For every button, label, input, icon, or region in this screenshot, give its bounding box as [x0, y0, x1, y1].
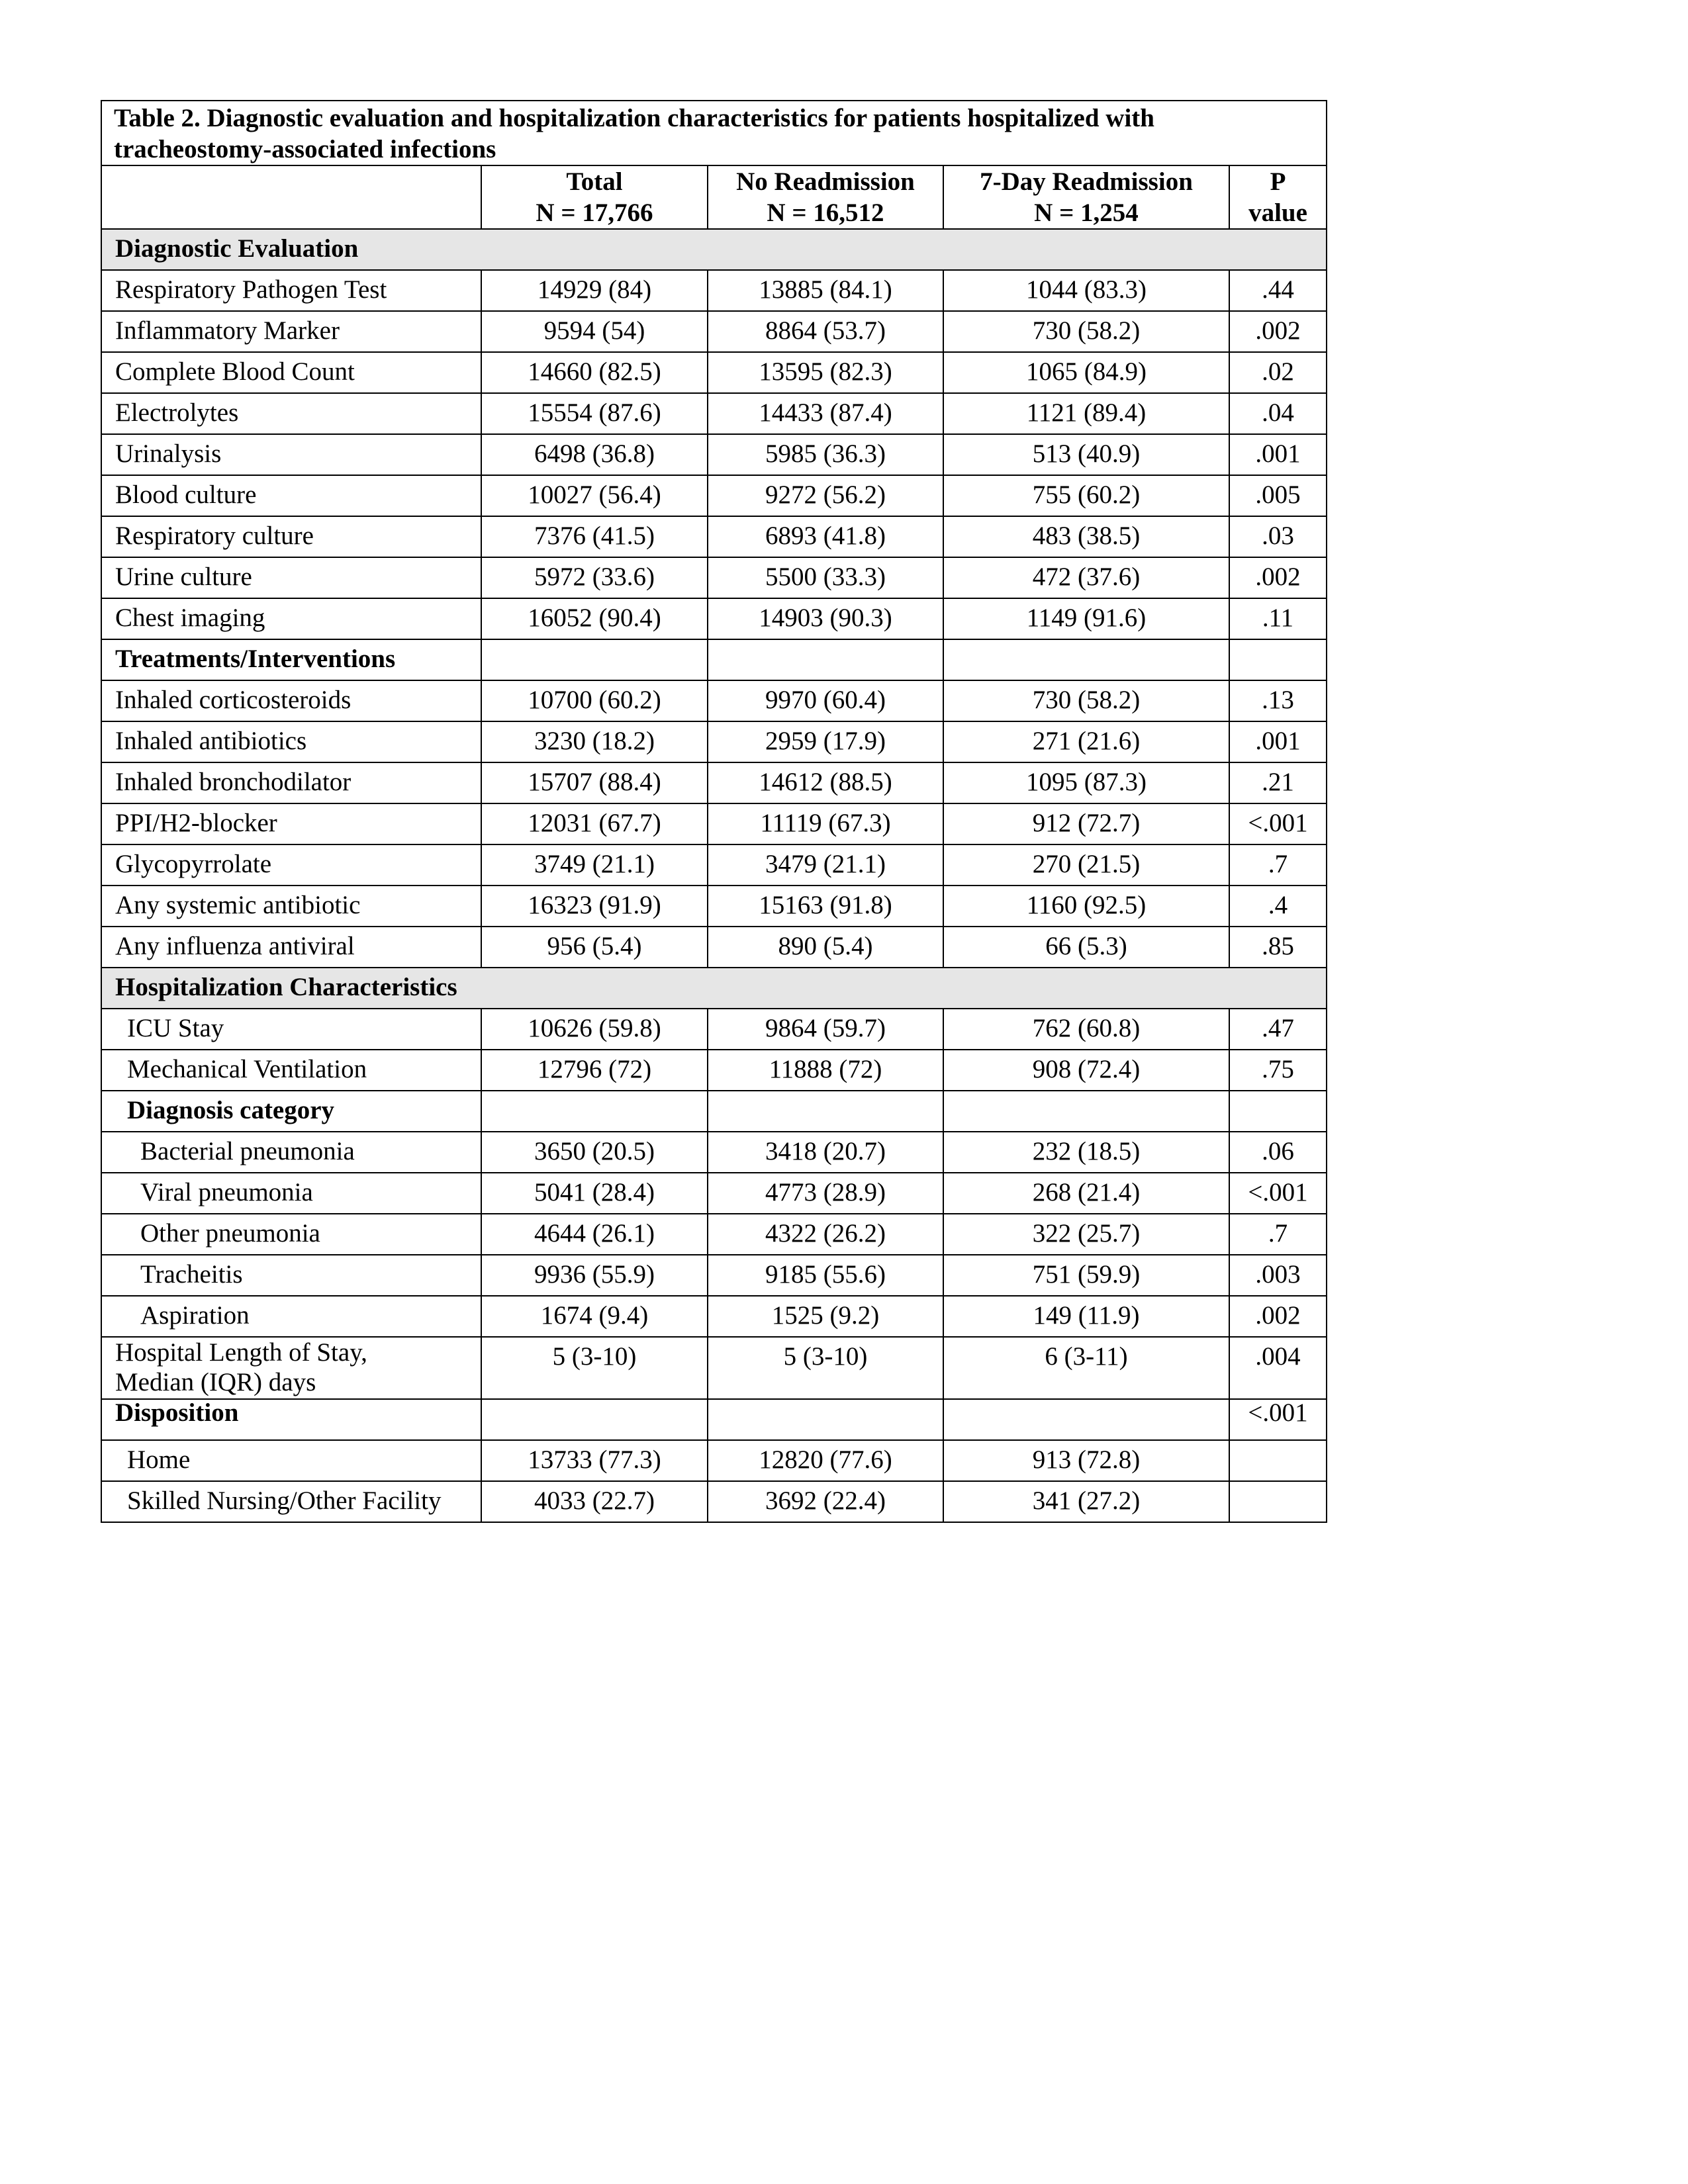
cell-p-value: .04	[1229, 393, 1327, 434]
empty-cell	[481, 1091, 708, 1132]
row-label: Complete Blood Count	[101, 352, 481, 393]
column-header-n: N = 1,254	[1034, 199, 1139, 227]
cell-p-value: <.001	[1229, 1173, 1327, 1214]
cell-no-readmission: 890 (5.4)	[708, 927, 943, 968]
cell-total: 5972 (33.6)	[481, 557, 708, 598]
column-header-label: No Readmission	[736, 167, 915, 196]
cell-p-value: .02	[1229, 352, 1327, 393]
cell-p-value: .75	[1229, 1050, 1327, 1091]
row-label: Electrolytes	[101, 393, 481, 434]
cell-7day-readmission: 270 (21.5)	[943, 844, 1229, 886]
table-row	[101, 1255, 1327, 1296]
cell-total: 956 (5.4)	[481, 927, 708, 968]
row-label	[101, 1337, 481, 1399]
row-label: Inflammatory Marker	[101, 311, 481, 352]
cell-p-value	[1229, 1481, 1327, 1522]
cell-no-readmission: 4773 (28.9)	[708, 1173, 943, 1214]
cell-no-readmission: 9864 (59.7)	[708, 1009, 943, 1050]
cell-7day-readmission: 762 (60.8)	[943, 1009, 1229, 1050]
cell-total: 15554 (87.6)	[481, 393, 708, 434]
column-header-label: P	[1270, 167, 1286, 196]
cell-no-readmission: 3479 (21.1)	[708, 844, 943, 886]
cell-7day-readmission: 1121 (89.4)	[943, 393, 1229, 434]
row-label: Any systemic antibiotic	[101, 886, 481, 927]
empty-cell	[1229, 1091, 1327, 1132]
cell-7day-readmission: 730 (58.2)	[943, 311, 1229, 352]
empty-cell	[708, 1091, 943, 1132]
table-row	[101, 927, 1327, 968]
table-row	[101, 393, 1327, 434]
cell-total: 10027 (56.4)	[481, 475, 708, 516]
cell-p-value: .44	[1229, 270, 1327, 311]
subsection-disposition	[101, 1399, 1327, 1440]
row-label: Inhaled antibiotics	[101, 721, 481, 762]
table-row	[101, 434, 1327, 475]
cell-no-readmission: 12820 (77.6)	[708, 1440, 943, 1481]
empty-cell	[1229, 639, 1327, 680]
cell-total: 14660 (82.5)	[481, 352, 708, 393]
cell-p-value: <.001	[1229, 803, 1327, 844]
cell-7day-readmission: 913 (72.8)	[943, 1440, 1229, 1481]
cell-7day-readmission: 149 (11.9)	[943, 1296, 1229, 1337]
row-label: Bacterial pneumonia	[101, 1132, 481, 1173]
cell-total: 16052 (90.4)	[481, 598, 708, 639]
table-row	[101, 311, 1327, 352]
cell-7day-readmission: 271 (21.6)	[943, 721, 1229, 762]
cell-7day-readmission: 751 (59.9)	[943, 1255, 1229, 1296]
disposition-p-value: .001	[1262, 1399, 1308, 1427]
row-label: Aspiration	[101, 1296, 481, 1337]
cell-7day-readmission: 1065 (84.9)	[943, 352, 1229, 393]
table-header-row	[101, 165, 1327, 229]
cell-no-readmission: 9272 (56.2)	[708, 475, 943, 516]
cell-total: 4033 (22.7)	[481, 1481, 708, 1522]
cell-7day-readmission: 268 (21.4)	[943, 1173, 1229, 1214]
cell-total: 3650 (20.5)	[481, 1132, 708, 1173]
cell-no-readmission: 13885 (84.1)	[708, 270, 943, 311]
cell-no-readmission: 4322 (26.2)	[708, 1214, 943, 1255]
empty-cell	[481, 1399, 708, 1440]
cell-7day-readmission: 1149 (91.6)	[943, 598, 1229, 639]
cell-7day-readmission: 908 (72.4)	[943, 1050, 1229, 1091]
row-label-line: Hospital Length of Stay,	[115, 1338, 367, 1367]
cell-no-readmission: 9185 (55.6)	[708, 1255, 943, 1296]
row-label: Chest imaging	[101, 598, 481, 639]
cell-no-readmission: 3692 (22.4)	[708, 1481, 943, 1522]
subsection-treatments-interventions	[101, 639, 1327, 680]
row-label: Blood culture	[101, 475, 481, 516]
table-caption: Table 2. Diagnostic evaluation and hospitalization characteristics for patients hospitalized with tracheostomy-associated infections	[101, 101, 1327, 165]
cell-p-value: <.001	[1229, 1399, 1327, 1440]
row-label: Inhaled corticosteroids	[101, 680, 481, 721]
cell-total: 7376 (41.5)	[481, 516, 708, 557]
column-header-n: N = 17,766	[536, 199, 653, 227]
cell-total: 5 (3-10)	[481, 1337, 708, 1399]
table-caption-row	[101, 101, 1327, 165]
cell-total: 14929 (84)	[481, 270, 708, 311]
section-title: Diagnostic Evaluation	[101, 229, 1327, 270]
column-header-label: Total	[566, 167, 623, 196]
cell-p-value: .004	[1229, 1337, 1327, 1399]
row-label: Urine culture	[101, 557, 481, 598]
cell-no-readmission: 14433 (87.4)	[708, 393, 943, 434]
cell-no-readmission: 14903 (90.3)	[708, 598, 943, 639]
results-table	[101, 100, 1327, 1523]
table-row	[101, 1050, 1327, 1091]
cell-p-value	[1229, 1440, 1327, 1481]
cell-total: 10700 (60.2)	[481, 680, 708, 721]
cell-7day-readmission: 1160 (92.5)	[943, 886, 1229, 927]
table-row	[101, 844, 1327, 886]
cell-p-value: .003	[1229, 1255, 1327, 1296]
table-row	[101, 1440, 1327, 1481]
row-label: Home	[101, 1440, 481, 1481]
cell-total: 9594 (54)	[481, 311, 708, 352]
cell-no-readmission: 5 (3-10)	[708, 1337, 943, 1399]
table-row	[101, 270, 1327, 311]
cell-7day-readmission: 232 (18.5)	[943, 1132, 1229, 1173]
cell-total: 10626 (59.8)	[481, 1009, 708, 1050]
row-label: Other pneumonia	[101, 1214, 481, 1255]
table-row	[101, 680, 1327, 721]
cell-7day-readmission: 912 (72.7)	[943, 803, 1229, 844]
cell-total: 6498 (36.8)	[481, 434, 708, 475]
table-row	[101, 1214, 1327, 1255]
row-label: Glycopyrrolate	[101, 844, 481, 886]
table-row	[101, 352, 1327, 393]
cell-total: 3749 (21.1)	[481, 844, 708, 886]
subsection-title: Treatments/Interventions	[101, 639, 481, 680]
cell-p-value: .4	[1229, 886, 1327, 927]
cell-no-readmission: 6893 (41.8)	[708, 516, 943, 557]
section-title: Hospitalization Characteristics	[101, 968, 1327, 1009]
cell-7day-readmission: 6 (3-11)	[943, 1337, 1229, 1399]
column-header-label: 7-Day Readmission	[980, 167, 1193, 196]
row-label: ICU Stay	[101, 1009, 481, 1050]
row-label: Inhaled bronchodilator	[101, 762, 481, 803]
table-row	[101, 1009, 1327, 1050]
row-label-line: Median (IQR) days	[115, 1368, 316, 1396]
cell-no-readmission: 5985 (36.3)	[708, 434, 943, 475]
cell-7day-readmission: 483 (38.5)	[943, 516, 1229, 557]
empty-cell	[943, 1091, 1229, 1132]
cell-no-readmission: 2959 (17.9)	[708, 721, 943, 762]
cell-p-value: .002	[1229, 311, 1327, 352]
header-blank-cell	[101, 165, 481, 229]
cell-p-value: .7	[1229, 1214, 1327, 1255]
empty-cell	[481, 639, 708, 680]
empty-cell	[943, 1399, 1229, 1440]
table-row	[101, 557, 1327, 598]
table-row	[101, 1481, 1327, 1522]
table-row	[101, 886, 1327, 927]
cell-no-readmission: 9970 (60.4)	[708, 680, 943, 721]
row-label: PPI/H2-blocker	[101, 803, 481, 844]
cell-p-value: .001	[1229, 434, 1327, 475]
table-row	[101, 803, 1327, 844]
cell-total: 4644 (26.1)	[481, 1214, 708, 1255]
column-header-p-value	[1229, 165, 1327, 229]
cell-7day-readmission: 730 (58.2)	[943, 680, 1229, 721]
cell-p-value: .03	[1229, 516, 1327, 557]
section-hospitalization-characteristics	[101, 968, 1327, 1009]
cell-total: 5041 (28.4)	[481, 1173, 708, 1214]
cell-7day-readmission: 1095 (87.3)	[943, 762, 1229, 803]
table-row	[101, 1132, 1327, 1173]
row-label: Respiratory culture	[101, 516, 481, 557]
cell-no-readmission: 5500 (33.3)	[708, 557, 943, 598]
cell-7day-readmission: 322 (25.7)	[943, 1214, 1229, 1255]
row-label: Any influenza antiviral	[101, 927, 481, 968]
table-row	[101, 475, 1327, 516]
cell-no-readmission: 1525 (9.2)	[708, 1296, 943, 1337]
row-label: Respiratory Pathogen Test	[101, 270, 481, 311]
table-row	[101, 1173, 1327, 1214]
cell-total: 15707 (88.4)	[481, 762, 708, 803]
cell-p-value: .21	[1229, 762, 1327, 803]
cell-no-readmission: 14612 (88.5)	[708, 762, 943, 803]
cell-7day-readmission: 513 (40.9)	[943, 434, 1229, 475]
cell-total: 12031 (67.7)	[481, 803, 708, 844]
cell-7day-readmission: 1044 (83.3)	[943, 270, 1229, 311]
empty-cell	[708, 1399, 943, 1440]
row-label: Urinalysis	[101, 434, 481, 475]
empty-cell	[708, 639, 943, 680]
table-row	[101, 762, 1327, 803]
subsection-title: Disposition	[101, 1399, 481, 1440]
row-label: Viral pneumonia	[101, 1173, 481, 1214]
section-diagnostic-evaluation	[101, 229, 1327, 270]
cell-p-value: .005	[1229, 475, 1327, 516]
cell-total: 13733 (77.3)	[481, 1440, 708, 1481]
empty-cell	[943, 639, 1229, 680]
cell-7day-readmission: 341 (27.2)	[943, 1481, 1229, 1522]
row-label: Mechanical Ventilation	[101, 1050, 481, 1091]
cell-no-readmission: 3418 (20.7)	[708, 1132, 943, 1173]
cell-p-value: .11	[1229, 598, 1327, 639]
cell-total: 16323 (91.9)	[481, 886, 708, 927]
cell-total: 3230 (18.2)	[481, 721, 708, 762]
column-header-no-readmission	[708, 165, 943, 229]
cell-no-readmission: 13595 (82.3)	[708, 352, 943, 393]
row-label: Skilled Nursing/Other Facility	[101, 1481, 481, 1522]
cell-total: 9936 (55.9)	[481, 1255, 708, 1296]
cell-p-value: .06	[1229, 1132, 1327, 1173]
column-header-7day-readmission	[943, 165, 1229, 229]
cell-total: 1674 (9.4)	[481, 1296, 708, 1337]
cell-p-value: .7	[1229, 844, 1327, 886]
cell-7day-readmission: 66 (5.3)	[943, 927, 1229, 968]
cell-no-readmission: 15163 (91.8)	[708, 886, 943, 927]
row-label: Tracheitis	[101, 1255, 481, 1296]
column-header-total	[481, 165, 708, 229]
cell-no-readmission: 8864 (53.7)	[708, 311, 943, 352]
cell-total: 12796 (72)	[481, 1050, 708, 1091]
table-row	[101, 1296, 1327, 1337]
table-row	[101, 598, 1327, 639]
column-header-n: N = 16,512	[767, 199, 884, 227]
cell-p-value: .13	[1229, 680, 1327, 721]
cell-no-readmission: 11119 (67.3)	[708, 803, 943, 844]
cell-p-value: .001	[1229, 721, 1327, 762]
subsection-title: Diagnosis category	[101, 1091, 481, 1132]
table-row	[101, 516, 1327, 557]
cell-p-value: .47	[1229, 1009, 1327, 1050]
table-row	[101, 721, 1327, 762]
cell-p-value: .85	[1229, 927, 1327, 968]
cell-no-readmission: 11888 (72)	[708, 1050, 943, 1091]
table-row-length-of-stay	[101, 1337, 1327, 1399]
cell-p-value: .002	[1229, 557, 1327, 598]
subsection-diagnosis-category	[101, 1091, 1327, 1132]
cell-7day-readmission: 472 (37.6)	[943, 557, 1229, 598]
cell-7day-readmission: 755 (60.2)	[943, 475, 1229, 516]
cell-p-value: .002	[1229, 1296, 1327, 1337]
column-header-n: value	[1248, 199, 1307, 227]
